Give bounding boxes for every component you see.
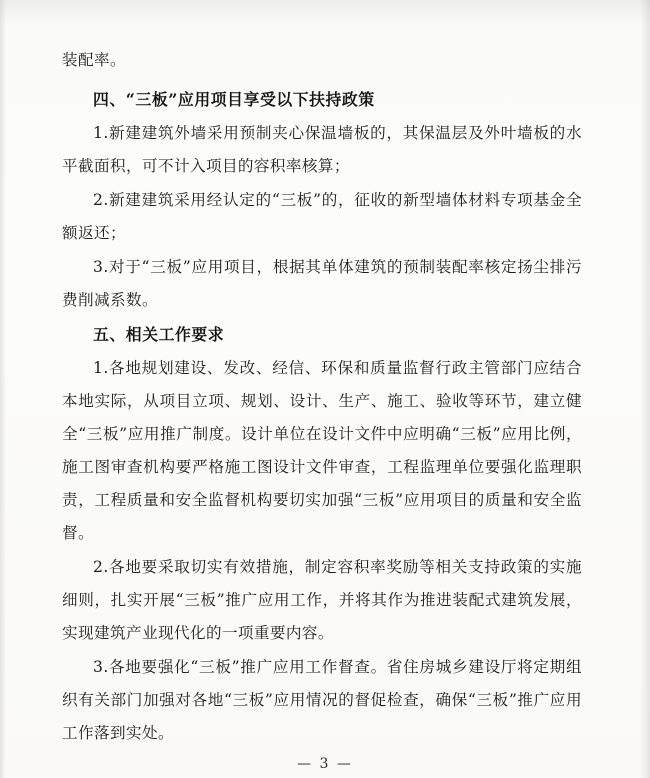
- paragraph-continuation: 装配率。: [62, 51, 126, 69]
- list-item: 2.新建建筑采用经认定的“三板”的，征收的新型墙体材料专项基金全额返还；: [62, 191, 582, 242]
- list-item: 3.对于“三板”应用项目，根据其单体建筑的预制装配率核定扬尘排污费削减系数。: [62, 258, 582, 309]
- list-item: 2.各地要采取切实有效措施，制定容积率奖励等相关支持政策的实施细则，扎实开展“三板”推广应用工作，并将其作为推进装配式建筑发展，实现建筑产业现代化的一项重要内容。: [62, 558, 582, 642]
- page-number: — 3 —: [297, 756, 353, 772]
- list-item: 3.各地要强化“三板”推广应用工作督查。省住房城乡建设厅将定期组织有关部门加强对各地“三板”应用情况的督促检查，确保“三板”推广应用工作落到实处。: [62, 658, 582, 742]
- section-heading-four: 四、“三板”应用项目享受以下扶持政策: [93, 90, 375, 109]
- list-item: 1.新建建筑外墙采用预制夹心保温墙板的，其保温层及外叶墙板的水平截面积，可不计入项目的容积率核算；: [62, 124, 582, 175]
- section-heading-five: 五、相关工作要求: [93, 325, 225, 344]
- scan-edge-top: [0, 0, 650, 26]
- scan-edge-right: [640, 0, 650, 778]
- scan-edge-left: [0, 0, 6, 778]
- page-footer: [0, 756, 650, 772]
- list-item: 1.各地规划建设、发改、经信、环保和质量监督行政主管部门应结合本地实际，从项目立项、规划、设计、生产、施工、验收等环节，建立健全“三板”应用推广制度。设计单位在设计文件中应明确“三板”应用比例，施工图审查机构要严格施工图设计文件审查，工程监理单位要强化监理职责，工程质量和安全监督机构要切实加强“三板”应用项目的质量和安全监督。: [62, 359, 582, 542]
- document-body: [62, 44, 582, 751]
